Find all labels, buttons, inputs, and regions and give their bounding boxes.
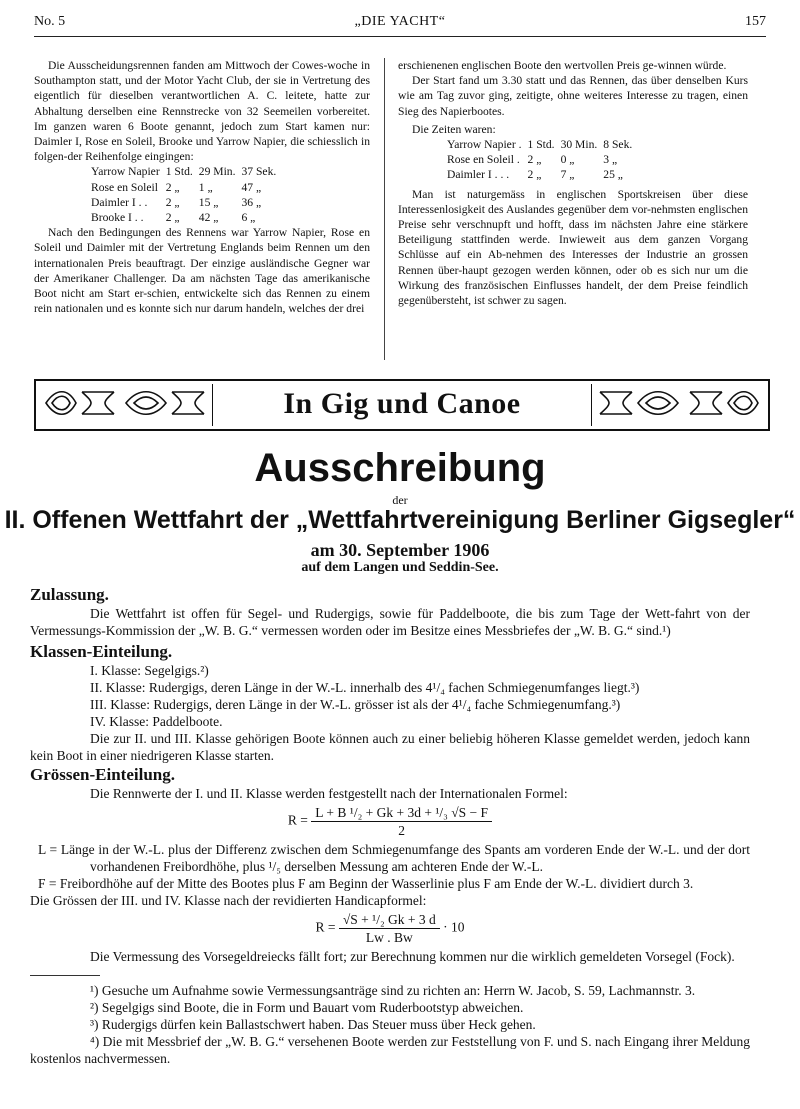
- footnote-1: ¹) Gesuche um Aufnahme sowie Vermessungsanträge sind zu richten an: Herrn W. Jacob, S. 59, Lachmannstr. 3.: [90, 983, 696, 998]
- table-row: Yarrow Napier 1 Std. 29 Min. 37 Sek.: [91, 165, 277, 179]
- issue-number: No. 5: [34, 14, 66, 29]
- klasse-1: I. Klasse: Segelgigs.²): [90, 663, 209, 678]
- column-divider: [384, 58, 385, 360]
- left-column: [34, 58, 370, 316]
- footnote-2: ²) Segelgigs sind Boote, die in Form und Bauart vom Ruderbootstyp abweichen.: [90, 1000, 524, 1015]
- journal-title: „DIE YACHT“: [354, 14, 446, 29]
- left-paragraph-2: Nach den Bedingungen des Rennens war Yarrow Napier, Rose en Soleil und Daimler mit der Vertretung Englands beim Rennen um den internationalen Preis beauftragt. Der einzige ausländische Gegner war der Amerikaner Challenger. Da am nächsten Tage das amerikanische Boot nicht am Start er-schien, entwickelte sich das Rennen zu einem rein nationalen und es konnte sich nur darum handeln, welches der drei: [34, 226, 370, 316]
- groessen-heading: Grössen-Einteilung.: [30, 765, 175, 784]
- left-paragraph-1: Die Ausscheidungsrennen fanden am Mittwoch der Cowes-woche in Southampton statt, und der Motor Yacht Club, der sie in Vertretung des eigentlich für dieselben verantwortlichen A. C. leitete, hatte zur Abhaltung derselben eine Rennstrecke von 32 Seemeilen vorbereitet. Im ganzen waren 6 Boote genannt, jedoch zum Start kamen nur: Daimler I, Rose en Soleil, Brooke und Yarrow Napier, die schiesslich in folgen-der Reihenfolge eingingen:: [34, 59, 370, 164]
- table-row: Rose en Soleil . 2 „ 0 „ 3 „: [447, 153, 618, 167]
- results-table: [88, 164, 279, 225]
- klassen-text: Die zur II. und III. Klasse gehörigen Boote können auch zu einer beliebig höheren Klasse gemeldet werden, jedoch kann kein Boot in einer niedrigeren Klasse starten.: [30, 731, 750, 763]
- formula-handicap: R = $\frac{\text{√S + ¹/₂ Gk + 3 d}}{Lw . Bw}$ · 10: [315, 912, 465, 945]
- klasse-2: II. Klasse: Rudergigs, deren Länge in der W.-L. innerhalb des 4¹/₄ fachen Schmiegenumfanges liegt.³): [90, 680, 640, 695]
- page-number: 157: [745, 14, 766, 29]
- right-paragraph-3: Man ist naturgemäss in englischen Sportskreisen über diese Interessenlosigkeit des Auslandes gegenüber dem vor-nehmsten englischen Preise sehr verschnupft und hofft, dass im nächsten Jahre eine stärkere Beteiligung stattfinden werde. Inwieweit aus dem ganzen Vorgang Schlüsse auf ein Ab-nehmen des Interesses der Industrie an grossen Rennen über-haupt gezogen werden können, oder ob es sich nur um die Wirkung des französischen Einflusses handelt, der dem Preise feindlich gegenübersteht, ist schwer zu sagen.: [398, 187, 748, 308]
- footnote-rule: [30, 975, 100, 976]
- announcement-place: auf dem Langen und Seddin-See.: [301, 560, 499, 575]
- right-paragraph-1: erschienenen englischen Boote den wertvollen Preis ge-winnen würde.: [398, 59, 727, 72]
- table-row: Brooke I . . 2 „ 42 „ 6 „: [91, 211, 256, 225]
- times-table: [444, 137, 635, 183]
- times-label: Die Zeiten waren:: [412, 122, 496, 136]
- zulassung-heading: Zulassung.: [30, 585, 109, 604]
- footnote-3: ³) Rudergigs dürfen kein Ballastschwert haben. Das Steuer muss über Heck gehen.: [90, 1017, 536, 1032]
- header-rule: [34, 36, 766, 37]
- banner-divider-left: [212, 384, 213, 426]
- table-row: Daimler I . . 2 „ 15 „ 36 „: [91, 195, 262, 209]
- section-banner: [34, 379, 770, 431]
- table-row: Rose en Soleil 2 „ 1 „ 47 „: [91, 180, 262, 194]
- klasse-3: III. Klasse: Rudergigs, deren Länge in der W.-L. grösser ist als der 4¹/₄ fache Schmiegenumfang.³): [90, 697, 621, 712]
- table-row: Daimler I . . . 2 „ 7 „ 25 „: [447, 168, 623, 182]
- ornament-left-icon: [42, 384, 208, 422]
- right-paragraph-2: Der Start fand um 3.30 statt und das Rennen, das über denselben Kurs wie am Tag zuvor ging, zeitigte, ohne weiteres Interesse zu tragen, einen Sieg des Napierbootes.: [398, 74, 748, 118]
- banner-title: In Gig und Canoe: [283, 387, 521, 420]
- announcement-title: Ausschreibung: [254, 446, 546, 490]
- formula-international: R = $\frac{\text{L + B ¹/₂ + Gk + 3d + ¹/₃ √S − F}}{2}$: [30, 804, 750, 839]
- banner-divider-right: [591, 384, 592, 426]
- footnote-4: ⁴) Die mit Messbrief der „W. B. G.“ versehenen Boote werden zur Feststellung von F. und S. nach Eingang ihrer Meldung kostenlos nachvermessen.: [30, 1034, 750, 1066]
- ornament-right-icon: [596, 384, 762, 422]
- vorsegel-text: Die Vermessung des Vorsegeldreiecks fällt fort; zur Berechnung kommen nur die wirklich gemeldeten Vorsegel (Fock).: [90, 949, 735, 964]
- page-header: [34, 12, 766, 34]
- groessen-text-2: Die Grössen der III. und IV. Klasse nach der revidierten Handicapformel:: [30, 893, 427, 908]
- announcement-date: am 30. September 1906: [310, 540, 490, 560]
- definition-L: L = Länge in der W.-L. plus der Differenz zwischen dem Schmiegenumfange des Spants am vorderen Ende der W.-L. und der dort vorhandenen Freibordhöhe, plus ¹/₅ derselben Messung am achteren Ende der W.-L.: [38, 842, 750, 874]
- announcement-subtitle: II. Offenen Wettfahrt der „Wettfahrtvereinigung Berliner Gigsegler“: [4, 506, 796, 534]
- definition-F: F = Freibordhöhe auf der Mitte des Bootes plus F am Beginn der Wasserlinie plus F am Ende der W.-L. dividiert durch 3.: [38, 876, 694, 891]
- zulassung-text: Die Wettfahrt ist offen für Segel- und Rudergigs, sowie für Paddelboote, die bis zum Tage der Wett-fahrt von der Vermessungs-Kommission der „W. B. G.“ vermessen worden oder im Besitze eines Messbriefes der „W. B. G.“ sind.¹): [30, 606, 750, 638]
- table-row: Yarrow Napier . 1 Std. 30 Min. 8 Sek.: [447, 138, 633, 152]
- right-column: [398, 58, 748, 308]
- klasse-4: IV. Klasse: Paddelboote.: [90, 714, 223, 729]
- klassen-heading: Klassen-Einteilung.: [30, 642, 173, 661]
- groessen-text-1: Die Rennwerte der I. und II. Klasse werden festgestellt nach der Internationalen Formel:: [90, 786, 568, 801]
- announcement-der: der: [392, 493, 408, 507]
- announcement-body: [30, 584, 750, 1067]
